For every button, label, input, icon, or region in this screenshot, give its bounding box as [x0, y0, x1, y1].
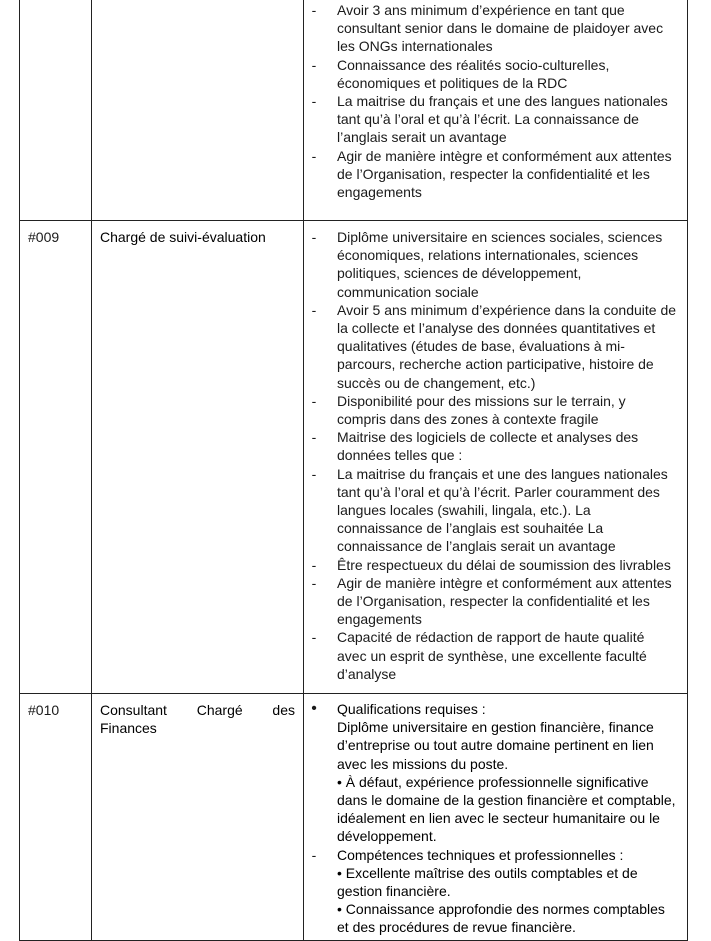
requirements-cell	[304, 694, 688, 941]
requirements-list	[304, 1, 677, 201]
requirement-text: Être respectueux du délai de soumission des livrables	[337, 556, 671, 573]
job-id-cell: #009	[20, 221, 92, 694]
requirement-text: • À défaut, expérience professionnelle significative dans le domaine de la gestion financière et comptable, idéalement en lien avec le secteur humanitaire ou le développement.	[337, 773, 676, 845]
requirement-text: • Connaissance approfondie des normes comptables et des procédures de revue financière.	[337, 901, 665, 936]
dash-marker: -	[311, 429, 317, 446]
job-title-word: des	[272, 702, 295, 718]
requirement-text: • Excellente maîtrise des outils comptables et de gestion financière.	[337, 864, 638, 900]
section-heading: Qualifications requises :	[337, 701, 486, 717]
requirement-text: Diplôme universitaire en gestion financière, finance d’entreprise ou tout autre domaine pertinent en lien avec les missions du poste.	[337, 719, 654, 772]
job-id-cell	[20, 0, 92, 221]
requirement-text: Disponibilité pour des missions sur le terrain, y compris dans des zones à contexte fragile	[337, 392, 626, 428]
job-title-cell	[92, 694, 304, 941]
dash-marker: -	[311, 629, 317, 646]
list-item	[304, 846, 677, 937]
dash-marker: -	[311, 574, 317, 591]
list-item	[304, 465, 677, 556]
bullet-marker: •	[311, 700, 317, 717]
requirement-text: La maitrise du français et une des langues nationales tant qu’à l’oral et qu’à l’écrit. La connaissance de l’anglais serait un avantage	[337, 93, 668, 146]
requirement-text: La maitrise du français et une des langues nationales tant qu’à l’oral et qu’à l’écrit. Parler couramment des langues locales (swahili, lingala, etc.). La connaissance de l’anglais est souhaitée La connaissance de l’anglais serait un avantage	[337, 465, 668, 555]
table-row	[20, 0, 688, 221]
job-title-word: Consultant	[100, 702, 167, 718]
job-title-line-2: Finances	[100, 720, 157, 736]
list-item	[304, 556, 677, 574]
requirement-text: Maitrise des logiciels de collecte et analyses des données telles que :	[337, 429, 639, 464]
dash-marker: -	[311, 147, 317, 164]
table-row	[20, 694, 688, 941]
requirements-list	[304, 700, 677, 937]
job-title-line-1	[100, 701, 295, 719]
list-item	[304, 428, 677, 464]
list-item	[304, 574, 677, 629]
section-heading: Compétences techniques et professionnelles :	[337, 846, 624, 863]
list-item	[304, 628, 677, 683]
requirement-text: Agir de manière intègre et conformément aux attentes de l’Organisation, respecter la confidentialité et les engagements	[337, 574, 672, 628]
list-item	[304, 301, 677, 392]
list-item	[304, 92, 677, 147]
job-title-cell	[92, 0, 304, 221]
dash-marker: -	[311, 2, 317, 18]
job-id-cell: #010	[20, 694, 92, 941]
requirement-text: Avoir 3 ans minimum d’expérience en tant que consultant senior dans le domaine de plaidoyer avec les ONGs internationales	[337, 2, 664, 55]
requirement-text: Diplôme universitaire en sciences sociales, sciences économiques, relations internationales, sciences politiques, sciences de développement, communication sociale	[337, 229, 663, 300]
list-item	[304, 56, 677, 92]
list-item	[304, 1, 677, 56]
requirements-cell	[304, 221, 688, 694]
requirements-list	[304, 228, 677, 683]
dash-marker: -	[311, 465, 317, 482]
list-item	[304, 392, 677, 428]
table-row	[20, 221, 688, 694]
job-requirements-table	[19, 0, 688, 941]
requirement-text: Avoir 5 ans minimum d’expérience dans la conduite de la collecte et l’analyse des données quantitatives et qualitatives (études de base, évaluations à mi-parcours, recherche action participative, histoire de succès ou de changement, etc.)	[337, 301, 677, 391]
job-title-word: Chargé	[196, 702, 243, 718]
requirement-text: Capacité de rédaction de rapport de haute qualité avec un esprit de synthèse, une excellente faculté d’analyse	[337, 629, 647, 682]
list-item	[304, 700, 677, 846]
requirement-text: Agir de manière intègre et conformément aux attentes de l’Organisation, respecter la confidentialité et les engagements	[337, 147, 672, 201]
requirements-cell	[304, 0, 688, 221]
dash-marker: -	[311, 846, 317, 863]
dash-marker: -	[311, 56, 317, 73]
dash-marker: -	[311, 556, 317, 573]
list-item	[304, 147, 677, 202]
dash-marker: -	[311, 229, 317, 245]
dash-marker: -	[311, 301, 317, 318]
job-title-cell: Chargé de suivi-évaluation	[92, 221, 304, 694]
list-item	[304, 228, 677, 301]
dash-marker: -	[311, 93, 317, 110]
dash-marker: -	[311, 392, 317, 409]
requirement-text: Connaissance des réalités socio-culturelles, économiques et politiques de la RDC	[337, 56, 610, 91]
